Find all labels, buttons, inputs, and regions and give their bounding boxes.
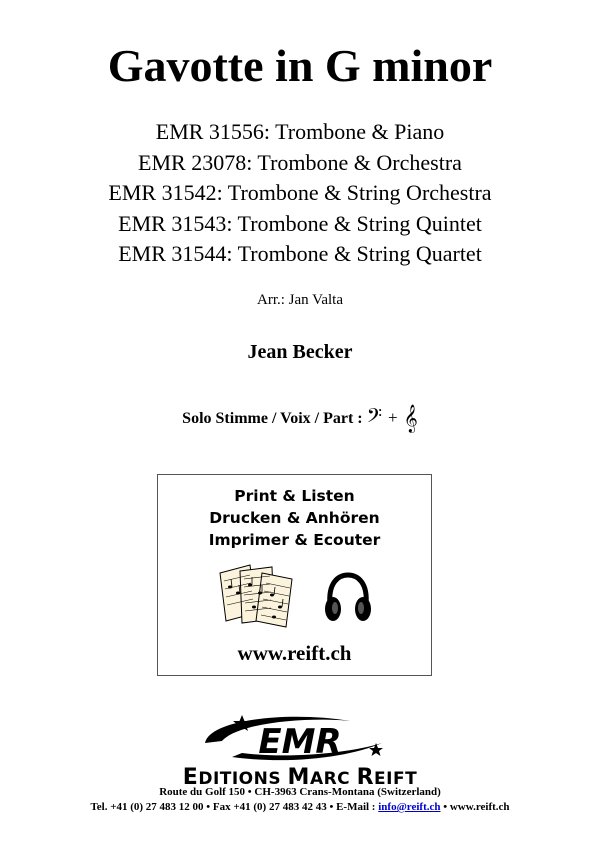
star-icon (369, 743, 383, 756)
contact-phone-fax: Tel. +41 (0) 27 483 12 00 • Fax +41 (0) 27 483 42 43 • E-Mail : (90, 801, 376, 813)
arranger: Arr.: Jan Valta (257, 292, 343, 308)
edition-item: EMR 31556: Trombone & Piano (155, 119, 445, 144)
edition-item: EMR 31543: Trombone & String Quintet (118, 210, 482, 236)
treble-clef-icon: 𝄞 (403, 404, 418, 432)
publisher-name: EDITIONS MARC REIFT (182, 765, 418, 790)
publisher-address: Route du Golf 150 • CH-3963 Crans-Montana (Switzerland) (159, 786, 441, 798)
editions-list (0, 117, 600, 270)
emr-logo (150, 713, 450, 765)
page-title: Gavotte in G minor (107, 40, 493, 91)
publisher-contact (0, 801, 600, 813)
sheet-music-icon (216, 563, 298, 629)
print-listen-box (157, 474, 432, 676)
part-label: Solo Stimme / Voix / Part : (182, 410, 363, 427)
email-link[interactable]: info@reift.ch (378, 801, 441, 813)
bass-clef-icon: 𝄢 (366, 404, 383, 432)
promo-line: Drucken & Anhören (209, 509, 380, 527)
website-link[interactable]: www.reift.ch (237, 641, 352, 665)
footer-website-link[interactable]: • www.reift.ch (443, 801, 510, 813)
plus-sign: + (388, 408, 398, 427)
edition-item: EMR 31542: Trombone & String Orchestra (108, 180, 492, 205)
composer: Jean Becker (247, 341, 353, 363)
logo-mark: EMR (258, 722, 342, 762)
edition-item: EMR 23078: Trombone & Orchestra (138, 149, 462, 175)
promo-line: Print & Listen (234, 487, 355, 505)
edition-item: EMR 31544: Trombone & String Quartet (118, 241, 482, 266)
headphones-icon (324, 571, 372, 625)
part-line (0, 404, 600, 432)
promo-line: Imprimer & Ecouter (208, 531, 381, 549)
promo-lines (158, 485, 431, 551)
